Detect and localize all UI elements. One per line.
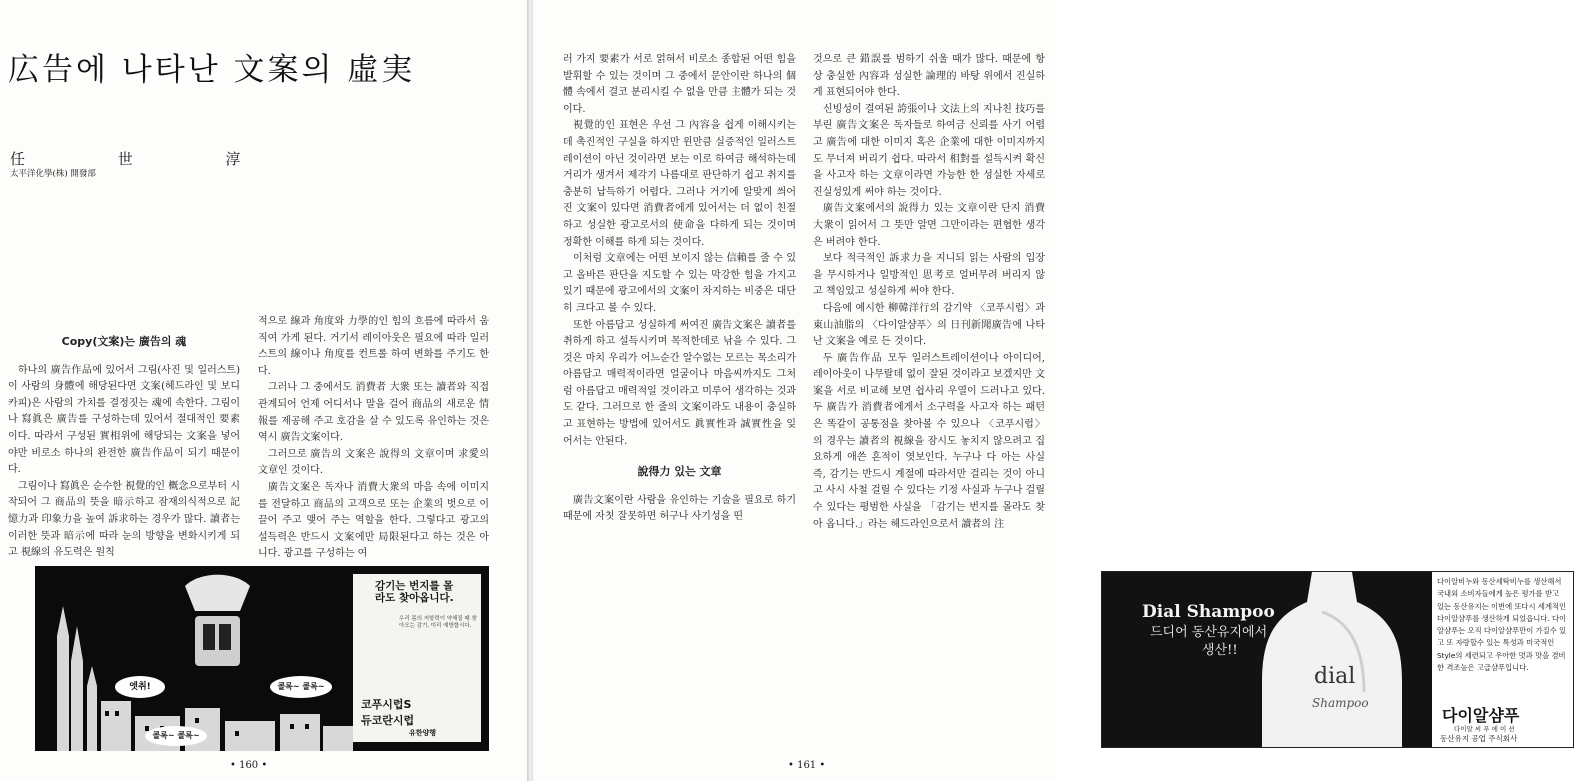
ad-body-copy: 우리 몸의 저항력이 약해질 때 찾아오는 감기, 미리 예방합시다. (399, 616, 477, 629)
paragraph: 또한 아름답고 성실하게 써여진 廣告文案은 讀者를 취하게 하고 설득시키며 목적한데로 낚을 수 있다. 그것은 마치 우리가 어느순간 알수없는 모르는 목소리가 아름답고 매력적이라면 얼굴이나 마음씨까지도 그처럼 아름답고 매력적일 것이라고 미루어 생각하는 것과도 같다. 그러므로 한 줄의 文案이라도 내용이 충실하고 표현하는 방법에 있어서도 眞實性과 誠實性을 잊어서는 안된다. (563, 319, 796, 447)
left-column-1 (8, 330, 240, 562)
author-affiliation: 太平洋化學(株) 開發部 (10, 169, 96, 179)
paragraph: 이처럼 文章에는 어떤 보이지 않는 信賴를 줄 수 있고 올바른 판단을 지도할 수 있는 막강한 힘을 가지고 있기 때문에 광고에서의 文案이 차지하는 비중은 대단히 크다고 볼 수 있다. (563, 253, 796, 314)
bottle-script-label: Shampoo (1312, 696, 1369, 710)
paragraph: 다음에 예시한 柳韓洋行의 감기약 〈코푸시럽〉과 東山油脂의 〈다이알샴푸〉의 日刊新聞廣告에 나타난 文案을 예로 든 것이다. (813, 302, 1045, 348)
paragraph: 廣告文案은 독자나 消費大衆의 마음 속에 이미지를 전달하고 商品의 고객으로 또는 企業의 벗으로 이끌어 주고 맺어 주는 역할을 한다. 그렇다고 광고의 설득력은 반드시 文案에만 局限된다고 하는 것은 아니다. 광고를 구성하는 여 (258, 481, 489, 560)
ad-headline: 감기는 번지를 몰라도 찾아옵니다. (375, 580, 454, 604)
paragraph: 것으로 큰 錯誤를 범하기 쉬울 때가 많다. 때문에 항상 충실한 內容과 성실한 論理的 바탕 위에서 진실하게 표현되어야 한다. (813, 54, 1045, 99)
paragraph: 視覺的인 표현은 우선 그 內容을 쉽게 이해시키는데 촉진적인 구실을 하지만 윈만큼 실증적인 일러스트레이션이 아닌 것이라면 보는 이로 하여금 해석하는데 거리가 생겨서 제각기 나름대로 판단하기 쉽고 취지를 충분히 납득하기 어렵다. 그러나 거기에 알맞게 씌어진 文案이 있다면 消費者에게 있어서는 더 없이 친절하고 성실한 광고로서의 使命을 다하게 되는 것이며 정확한 이해를 하게 되는 것이다. (563, 120, 796, 248)
dial-shampoo-advertisement (1101, 571, 1574, 748)
ad-subtitle-2: 생산!! (1202, 643, 1238, 658)
ad-title: Dial Shampoo (1142, 602, 1275, 622)
paragraph: 그러므로 廣告의 文案은 說得의 文章이며 求愛의 文章인 것이다. (258, 448, 489, 477)
shampoo-bottle-illustration (1102, 572, 1432, 747)
ad-copy-panel (353, 574, 481, 742)
page-number-left: • 160 • (230, 760, 268, 771)
paragraph: 廣告文案이란 사람을 유인하는 기술을 필요로 하기 때문에 자칫 잘못하면 허구나 사기성을 띤 (563, 494, 796, 523)
company-name: 동산유지 공업 주식회사 (1440, 734, 1518, 743)
paragraph: 신빙성이 결여된 誇張이나 文法上의 지나친 技巧를 부린 廣告文案은 독자들로 하여금 신뢰를 사기 어렵고 廣告에 대한 이미지 혹은 企業에 대한 이미지까지도 무너져 버리기 쉽다. 따라서 相對를 설득시켜 확신을 사고자 하는 文章이라면 가능한 한 성실한 자세로 진실성있게 써야 하는 것이다. (813, 103, 1045, 198)
section-heading-persuasion: 說得力 있는 文章 (637, 465, 722, 479)
paragraph: 러 가지 要素가 서로 얽혀서 비로소 종합된 어떤 힘을 발휘할 수 있는 것이며 그 중에서 문안이란 하나의 個體 속에서 결코 분리시킬 수 없을 만큼 主體가 되는 것이다. (563, 54, 796, 115)
section-heading-copy: Copy(文案)는 廣告의 魂 (61, 335, 187, 348)
paragraph: 두 廣告作品 모두 일러스트레이션이나 아이디어, 레이아웃이 나무랄데 없이 잘된 것이라고 보겠지만 文案을 서로 비교해 보면 쉽사리 우열이 드러나고 있다. 두 廣告가 消費者에게서 소구력을 사고자 하는 패턴은 똑같이 공통점을 찾아볼 수 있으나 〈코푸시럽〉의 경우는 讀者의 視線을 잠시도 놓치지 않으려고 집요하게 애쓴 흔적이 엿보인다. 누구나 다 아는 사실 즉, 감기는 반드시 계절에 따라서만 걸리는 것이 아니고 사시 사철 걸릴 수 있다는 기정 사실과 누구나 걸릴 수 있다는 평범한 사실을 「감기는 번지를 몰라도 찾아 옵니다.」라는 헤드라인으로서 讀者의 注 (813, 352, 1045, 530)
bottle-brand-label: dial (1314, 664, 1356, 689)
ad-illustration (35, 566, 353, 751)
right-column-1 (563, 52, 796, 526)
speech-bubble-cough: 콜록~ 콜록~ (270, 676, 332, 698)
page-number-right: • 161 • (788, 760, 826, 771)
paragraph: 그러나 그 중에서도 消費者 大衆 또는 讀者와 직접 관계되어 언제 어디서나 말을 걸어 商品의 새로운 情報를 제공해 주고 호감을 살 수 있도록 유인하는 것은 역시 廣告文案이다. (258, 382, 489, 444)
product-name-dial-shampoo: 다이알샴푸 (1442, 706, 1520, 725)
speech-bubble-cough: 콜록~ 콜록~ (145, 726, 207, 746)
product-name-cofu-syrup: 코푸시럽S (361, 698, 412, 711)
ad-subtitle-1: 드디어 동산유지에서 (1150, 625, 1268, 640)
company-subline: 다이알 씨 푸 에 이 션 (1454, 725, 1515, 733)
ad-photo (1102, 572, 1432, 747)
paragraph: 하나의 廣告作品에 있어서 그림(사진 및 일러스트)이 사람의 身體에 해당된다면 文案(헤드라인 및 보디카피)은 사람의 가치를 결정짓는 魂에 속한다. 그림이나 寫眞은 廣告를 구성하는데 있어서 절대적인 要素이다. 따라서 구성된 實相위에 해당되는 文案을 넣어야만 비로소 하나의 완전한 廣告作品이 되기 때문이다. (8, 364, 240, 476)
paragraph: 보다 적극적인 訴求力을 지니되 읽는 사람의 입장을 무시하거나 일방적인 思考로 얼버무려 버리지 않고 책임있고 성실하게 써야 한다. (813, 253, 1045, 298)
product-name-ducoran-syrup: 듀코란시럽 (361, 714, 415, 727)
article-title: 広告에 나타난 文案의 虛実 (8, 52, 416, 88)
right-page (533, 0, 1567, 781)
left-page (0, 0, 527, 781)
cough-syrup-advertisement (35, 566, 489, 751)
company-name: 유한양행 (409, 729, 437, 737)
author-name: 任 世 淳 (10, 150, 285, 168)
paragraph: 그림이나 寫眞은 순수한 視覺的인 概念으로부터 시작되어 그 商品의 뜻을 暗示하고 잠재의식적으로 記憶力과 印象力을 높여 訴求하는 경우가 많다. 讀者는 이러한 뜻과 暗示에 따라 눈의 방향을 변화시키게 되고 視線의 유도력은 원칙 (8, 480, 240, 559)
speech-bubble-sneeze: 엣취! (115, 676, 165, 698)
paragraph: 적으로 線과 角度와 力學的인 힘의 흐름에 따라서 움직여 가게 된다. 거기서 레이아웃은 필요에 따라 일러스트의 線이나 角度를 컨트롤 하여 변화를 주기도 한다. (258, 316, 489, 377)
left-column-2 (258, 314, 489, 563)
paragraph: 廣告文案에서의 說得力 있는 文章이란 단지 消費大衆이 읽어서 그 뜻만 알면 그만이라는 편협한 생각은 버려야 한다. (813, 203, 1045, 248)
ad-copy-text: 다이알비누와 동산세탁비누를 생산해서 국내외 소비자들에게 높은 평가를 받고 있는 동산유지는 이번에 또다시 세계적인 다이알샴푸를 생산하게 되었읍니다. 다이알샴푸는 오직 다이알샴푸만이 가질수 있고 또 자랑할수 있는 특성과 미국적인 Style의 세련되고 우아한 멋과 맛을 겸비한 격조높은 고급샴푸입니다. (1437, 577, 1567, 673)
right-column-2 (813, 52, 1045, 533)
